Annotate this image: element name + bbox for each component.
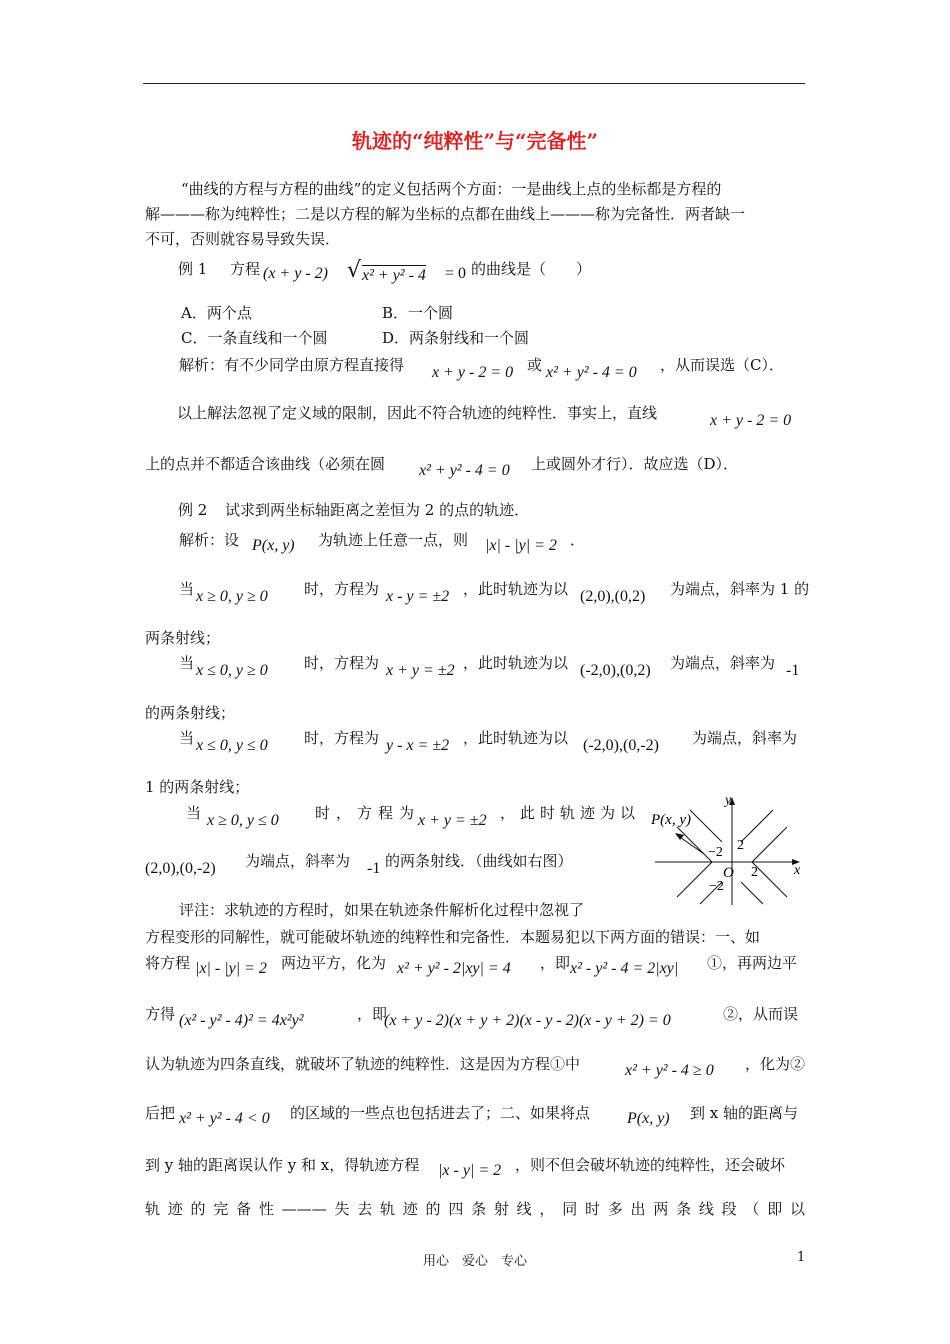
tick-neg-y: −2 <box>709 879 724 894</box>
case-3-endpoints: (-2,0),(0,-2) <box>583 737 659 754</box>
intro-line-3: 不可，否则就容易导致失误． <box>145 230 341 248</box>
comment-line-6-b: 的区域的一些点也包括进去了；二、如果将点 <box>290 1104 591 1122</box>
comment-line-3-eq-2: x² + y² - 2|xy| = 4 <box>397 960 511 977</box>
case-4-end: 为端点，斜率为 <box>245 852 351 870</box>
origin-label: O <box>723 865 734 881</box>
example-1-note-lead: 以上解法忽视了定义域的限制，因此不符合轨迹的纯粹性．事实上，直线 <box>177 404 658 422</box>
comment-line-2: 方程变形的同解性，就可能破坏轨迹的纯粹性和完备性．本题易犯以下两方面的错误：一、如 <box>145 928 761 946</box>
example-2-label: 例 2 <box>178 501 208 519</box>
example-1-eq-radicand: x² + y² - 4 <box>362 267 426 284</box>
comment-line-7-a: 到 y 轴的距离误认作 y 和 x，得轨迹方程 <box>145 1156 420 1174</box>
comment-line-3-eq-1: |x| - |y| = 2 <box>195 960 267 977</box>
x-axis-label: x <box>794 863 801 878</box>
comment-line-3-d: ①，再两边平 <box>707 954 798 972</box>
case-1-equation: x - y = ±2 <box>386 588 450 605</box>
option-b: B．一个圆 <box>382 304 454 322</box>
ray-1 <box>741 810 773 842</box>
tick-pos-y: 2 <box>737 838 744 853</box>
comment-line-4-eq-2: (x + y - 2)(x + y + 2)(x - y - 2)(x - y + 2) = 0 <box>384 1012 671 1029</box>
example-1-eq-factor: (x + y - 2) <box>263 265 328 282</box>
comment-line-6-c: 到 x 轴的距离与 <box>690 1104 798 1122</box>
case-2-end: 为端点，斜率为 <box>670 654 776 672</box>
case-2-continuation: 的两条射线； <box>145 704 236 722</box>
comment-line-6-eq: x² + y² - 4 < 0 <box>179 1110 270 1127</box>
example-1-note-eq: x + y - 2 = 0 <box>710 412 792 429</box>
case-1-condition: x ≥ 0, y ≥ 0 <box>196 588 268 605</box>
case-3-equation: y - x = ±2 <box>386 737 450 754</box>
ray-2 <box>752 827 787 862</box>
case-4-endpoints: (2,0),(0,-2) <box>145 860 216 877</box>
comment-line-6-a: 后把 <box>145 1104 176 1122</box>
case-4-shi: 时，方程为 <box>315 804 421 822</box>
example-1-solution-eq-1: x + y - 2 = 0 <box>432 364 514 381</box>
header-rule <box>143 83 805 84</box>
ray-3 <box>690 810 722 842</box>
case-4-condition: x ≥ 0, y ≤ 0 <box>207 812 279 829</box>
point-label: P(x, y) <box>651 812 691 828</box>
example-1-conclusion-lead: 上的点并不都适合该曲线（必须在圆 <box>145 455 386 473</box>
example-1-conclusion-eq: x² + y² - 4 = 0 <box>419 462 510 479</box>
case-3-condition: x ≤ 0, y ≤ 0 <box>196 737 268 754</box>
case-3-dang: 当 <box>179 729 195 747</box>
comment-line-6-point: P(x, y) <box>627 1110 670 1127</box>
ray-4 <box>677 827 712 862</box>
trajectory-figure <box>645 790 810 910</box>
comment-line-3-a: 将方程 <box>145 954 191 972</box>
example-2-solution-lead: 解析：设 <box>179 531 240 549</box>
case-2-mid: ，此时轨迹为以 <box>463 654 569 672</box>
example-1-eq-rhs: = 0 <box>445 265 467 282</box>
comment-line-7-b: ，则不但会破坏轨迹的纯粹性，还会破坏 <box>515 1156 786 1174</box>
page-number: 1 <box>797 1250 806 1265</box>
comment-line-4-eq-1: (x² - y² - 4)² = 4x²y² <box>179 1012 304 1029</box>
comment-line-3-eq-3: x² - y² - 4 = 2|xy| <box>570 960 679 977</box>
example-1-conclusion-tail: 上或圆外才行）．故应选（D）． <box>531 455 739 473</box>
case-3-shi: 时，方程为 <box>304 729 380 747</box>
case-2-equation: x + y = ±2 <box>386 662 455 679</box>
comment-line-4-c: ②，从而误 <box>723 1005 799 1023</box>
case-4-continuation: 的两条射线．（曲线如右图） <box>385 852 573 870</box>
option-d: D．两条射线和一个圆 <box>382 329 530 347</box>
case-4-slope: -1 <box>367 860 381 877</box>
case-3-mid: ，此时轨迹为以 <box>463 729 569 747</box>
tick-neg-x: −2 <box>708 845 723 860</box>
tick-pos-x: 2 <box>751 865 758 880</box>
example-1-solution-lead: 解析：有不少同学由原方程直接得 <box>179 356 405 374</box>
intro-line-1: “曲线的方程与方程的曲线”的定义包括两个方面：一是曲线上点的坐标都是方程的 <box>181 180 722 198</box>
comment-line-3-c: ，即 <box>540 954 571 972</box>
comment-line-3-b: 两边平方，化为 <box>281 954 387 972</box>
case-1-end: 为端点，斜率为 1 的 <box>670 580 810 598</box>
example-1-lead: 方程 <box>230 260 261 278</box>
case-1-continuation: 两条射线； <box>145 629 221 647</box>
example-1-solution-eq-2: x² + y² - 4 = 0 <box>546 364 637 381</box>
example-2-solution-mid: 为轨迹上任意一点，则 <box>318 531 469 549</box>
option-a: A．两个点 <box>181 304 252 322</box>
case-1-endpoints: (2,0),(0,2) <box>580 588 646 605</box>
example-1-solution-tail: ，从而误选（C）． <box>660 356 784 374</box>
example-2-solution-dot: ． <box>570 531 586 549</box>
option-c: C．一条直线和一个圆 <box>181 329 328 347</box>
example-1-tail: 的曲线是（ ） <box>471 260 592 278</box>
case-2-slope: -1 <box>786 662 800 679</box>
comment-line-8: 轨迹的完备性———失去轨迹的四条射线，同时多出两条线段（即以 <box>145 1200 805 1218</box>
example-2-problem: 试求到两坐标轴距离之差恒为 2 的点的轨迹． <box>225 501 530 519</box>
ray-5 <box>677 862 712 897</box>
sqrt-sign: √ <box>347 258 362 283</box>
case-2-dang: 当 <box>179 654 195 672</box>
comment-line-5-eq: x² + y² - 4 ≥ 0 <box>625 1062 714 1079</box>
example-1-solution-or: 或 <box>527 356 543 374</box>
case-2-condition: x ≤ 0, y ≥ 0 <box>196 662 268 679</box>
comment-line-5-b: ，化为② <box>745 1055 806 1073</box>
case-4-dang: 当 <box>186 804 202 822</box>
footer-slogan: 用心 爱心 专心 <box>422 1254 527 1269</box>
example-2-equation: |x| - |y| = 2 <box>485 537 557 554</box>
case-3-continuation: 1 的两条射线； <box>145 778 250 796</box>
example-2-point: P(x, y) <box>252 537 295 554</box>
case-1-mid: ，此时轨迹为以 <box>463 580 569 598</box>
case-2-shi: 时，方程为 <box>304 654 380 672</box>
comment-line-4-b: ，即 <box>357 1005 388 1023</box>
case-4-equation: x + y = ±2 <box>418 812 487 829</box>
case-2-endpoints: (-2,0),(0,2) <box>580 662 651 679</box>
comment-line-1: 评注：求轨迹的方程时，如果在轨迹条件解析化过程中忽视了 <box>179 901 585 919</box>
ray-8 <box>741 882 763 904</box>
page-title: 轨迹的“纯粹性”与“完备性” <box>351 129 598 153</box>
intro-line-2: 解———称为纯粹性；二是以方程的解为坐标的点都在曲线上———称为完备性．两者缺一 <box>145 205 746 223</box>
comment-line-5-a: 认为轨迹为四条直线，就破坏了轨迹的纯粹性．这是因为方程①中 <box>145 1055 581 1073</box>
case-1-dang: 当 <box>179 580 195 598</box>
case-1-shi: 时，方程为 <box>304 580 380 598</box>
case-3-end: 为端点，斜率为 <box>692 729 798 747</box>
y-axis-label: y <box>725 793 732 808</box>
comment-line-4-a: 方得 <box>145 1005 176 1023</box>
case-4-mid: ，此时轨迹为以 <box>500 804 641 822</box>
example-1-label: 例 1 <box>178 260 208 278</box>
comment-line-7-eq: |x - y| = 2 <box>438 1162 502 1179</box>
